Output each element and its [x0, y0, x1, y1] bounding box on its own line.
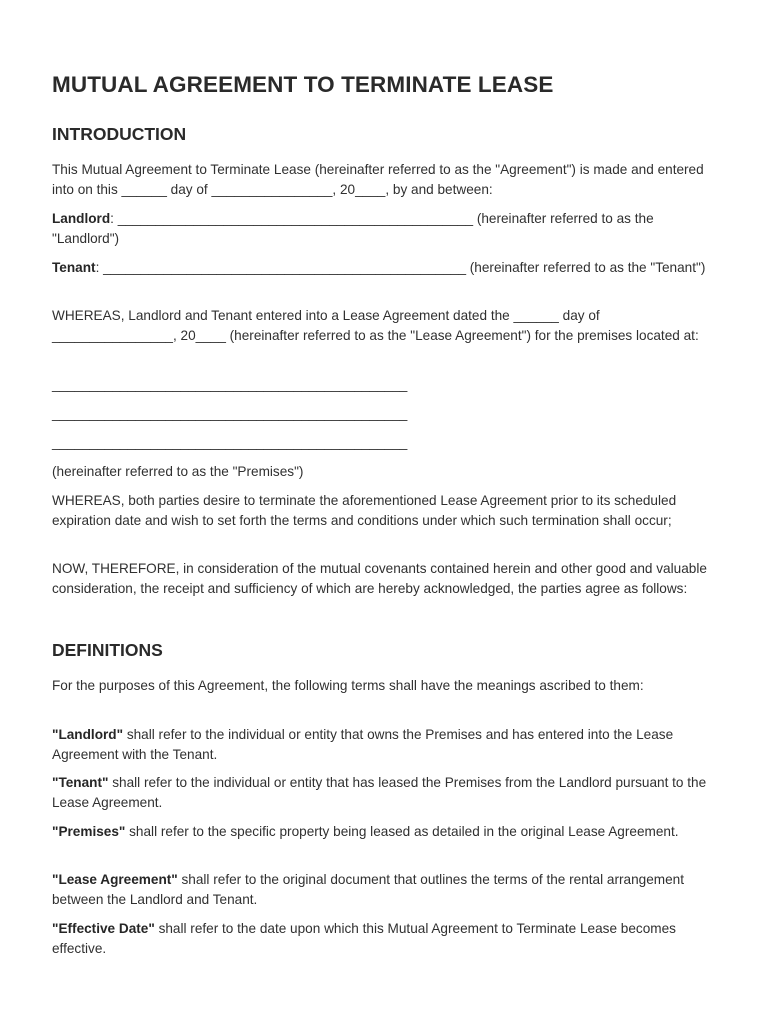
definition-premises: [52, 822, 717, 842]
tenant-text: : ________________________________________________ (hereinafter referred to as the "Tenant"): [95, 260, 706, 275]
whereas-terminate-paragraph: WHEREAS, both parties desire to terminate the aforementioned Lease Agreement prior to its scheduled expiration date and wish to set forth the terms and conditions under which such termination shall occur;: [52, 493, 677, 528]
definition-text: shall refer to the individual or entity that owns the Premises and has entered into the Lease Agreement with the Tenant.: [52, 727, 674, 762]
address-line-2: _______________________________________________: [52, 406, 408, 421]
tenant-paragraph: [52, 258, 717, 278]
definition-text: shall refer to the individual or entity that has leased the Premises from the Landlord pursuant to the Lease Agreement.: [52, 775, 707, 810]
whereas-lease-paragraph: WHEREAS, Landlord and Tenant entered into a Lease Agreement dated the ______ day of ________________, 20____ (hereinafter referred to as the "Lease Agreement") for the premises located at:: [52, 308, 699, 343]
definition-landlord: [52, 725, 717, 764]
definition-text: shall refer to the specific property being leased as detailed in the original Lease Agreement.: [125, 824, 679, 839]
definition-term: "Premises": [52, 824, 126, 839]
address-line-1: _______________________________________________: [52, 377, 408, 392]
now-therefore-paragraph: NOW, THEREFORE, in consideration of the mutual covenants contained herein and other good and valuable consideration, the receipt and sufficiency of which are hereby acknowledged, the parties agree as follows:: [52, 561, 707, 596]
definition-lease-agreement: [52, 870, 717, 909]
landlord-paragraph: [52, 209, 717, 248]
definition-text: shall refer to the original document that outlines the terms of the rental arrangement between the Landlord and Tenant.: [52, 872, 684, 907]
definition-term: "Lease Agreement": [52, 872, 178, 887]
landlord-text: : _______________________________________________ (hereinafter referred to as the "Landlord"): [52, 211, 654, 246]
tenant-label: Tenant: [52, 260, 96, 275]
definitions-intro: For the purposes of this Agreement, the following terms shall have the meanings ascribed to them:: [52, 678, 644, 693]
definition-effective-date: [52, 919, 717, 958]
opening-paragraph: This Mutual Agreement to Terminate Lease (hereinafter referred to as the "Agreement") is made and entered into on this ______ day of ________________, 20____, by and between:: [52, 162, 704, 197]
definition-term: "Tenant": [52, 775, 109, 790]
definition-term: "Effective Date": [52, 921, 155, 936]
definition-term: "Landlord": [52, 727, 124, 742]
landlord-label: Landlord: [52, 211, 111, 226]
definition-tenant: [52, 773, 717, 812]
document-title: MUTUAL AGREEMENT TO TERMINATE LEASE: [52, 72, 554, 97]
premises-reference: (hereinafter referred to as the "Premises"): [52, 464, 304, 479]
definitions-heading: DEFINITIONS: [52, 640, 163, 660]
definition-text: shall refer to the date upon which this Mutual Agreement to Terminate Lease becomes effective.: [52, 921, 676, 956]
address-line-3: _______________________________________________: [52, 435, 408, 450]
introduction-heading: INTRODUCTION: [52, 124, 187, 144]
